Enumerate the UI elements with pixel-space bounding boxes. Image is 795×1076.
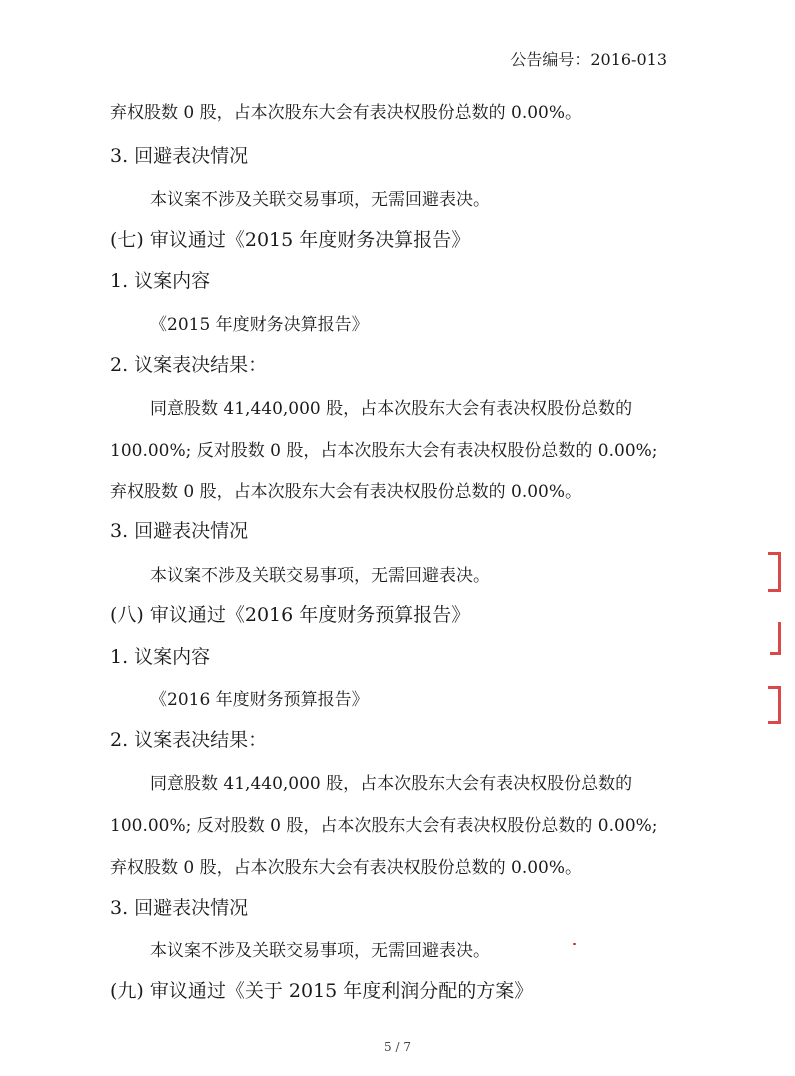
- section-heading: 3. 回避表决情况: [110, 520, 249, 542]
- section-heading: 3. 回避表决情况: [110, 145, 249, 167]
- body-line: 弃权股数 0 股，占本次股东大会有表决权股份总数的 0.00%。: [110, 482, 583, 502]
- body-line: 《2016 年度财务预算报告》: [150, 690, 369, 710]
- body-line: 弃权股数 0 股，占本次股东大会有表决权股份总数的 0.00%。: [110, 858, 583, 878]
- body-line: 本议案不涉及关联交易事项，无需回避表决。: [150, 190, 490, 210]
- section-heading: 2. 议案表决结果：: [110, 354, 268, 376]
- body-line: 100.00%; 反对股数 0 股，占本次股东大会有表决权股份总数的 0.00%;: [110, 441, 658, 461]
- section-title: (九) 审议通过《关于 2015 年度利润分配的方案》: [110, 980, 534, 1002]
- seal-stamp-fragment: [770, 622, 781, 655]
- seal-stamp-fragment: [768, 686, 781, 724]
- body-line: 弃权股数 0 股，占本次股东大会有表决权股份总数的 0.00%。: [110, 103, 583, 123]
- seal-stamp-fragment: [768, 552, 781, 592]
- body-line: 同意股数 41,440,000 股，占本次股东大会有表决权股份总数的: [150, 774, 633, 794]
- section-title: (七) 审议通过《2015 年度财务决算报告》: [110, 229, 471, 251]
- announcement-number: 公告编号：2016-013: [510, 50, 667, 69]
- page-number: 5 / 7: [384, 1040, 411, 1054]
- red-speck: [573, 943, 576, 945]
- body-line: 本议案不涉及关联交易事项，无需回避表决。: [150, 566, 490, 586]
- body-line: 同意股数 41,440,000 股，占本次股东大会有表决权股份总数的: [150, 399, 633, 419]
- body-line: 100.00%; 反对股数 0 股，占本次股东大会有表决权股份总数的 0.00%;: [110, 816, 658, 836]
- section-heading: 3. 回避表决情况: [110, 897, 249, 919]
- body-line: 本议案不涉及关联交易事项，无需回避表决。: [150, 941, 490, 961]
- section-heading: 1. 议案内容: [110, 646, 211, 668]
- body-line: 《2015 年度财务决算报告》: [150, 315, 369, 335]
- section-heading: 1. 议案内容: [110, 270, 211, 292]
- section-title: (八) 审议通过《2016 年度财务预算报告》: [110, 604, 471, 626]
- section-heading: 2. 议案表决结果：: [110, 729, 268, 751]
